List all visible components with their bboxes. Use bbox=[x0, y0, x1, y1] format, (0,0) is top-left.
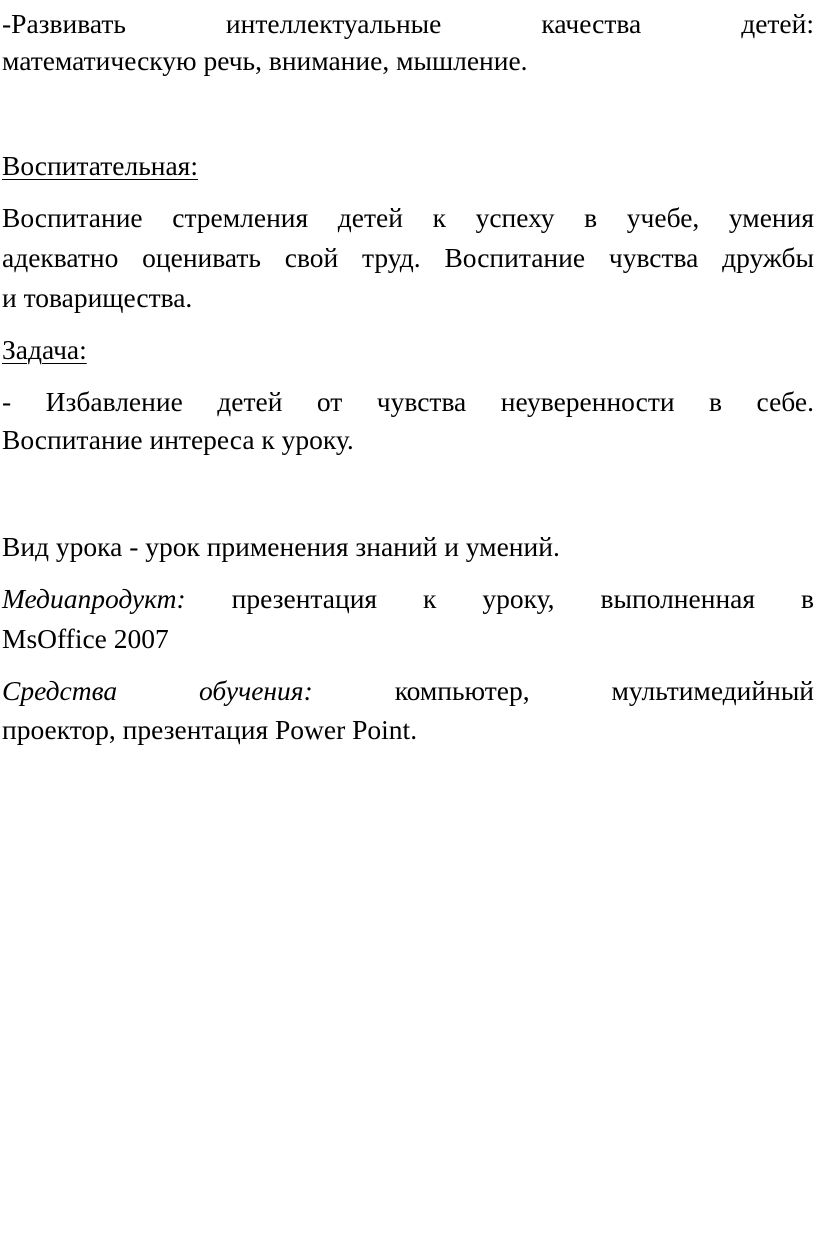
educational-line-2: адекватно оценивать свой труд. Воспитание чувства дружбы bbox=[2, 242, 814, 273]
media-line-1 bbox=[2, 585, 814, 613]
media-line-2: MsOffice 2007 bbox=[2, 623, 169, 654]
tools-description: компьютер, мультимедийный bbox=[312, 675, 815, 706]
tools-line-2: проектор, презентация Power Point. bbox=[2, 714, 418, 745]
tools-line-1 bbox=[2, 677, 814, 705]
goal-line-1: -Развивать интеллектуальные качества детей: bbox=[2, 8, 814, 39]
task-line-2: Воспитание интереса к уроку. bbox=[2, 424, 354, 455]
goal-line-2: математическую речь, внимание, мышление. bbox=[2, 45, 528, 76]
media-description: презентация к уроку, выполненная в bbox=[185, 583, 814, 614]
educational-line-1: Воспитание стремления детей к успеху в учебе, умения bbox=[2, 202, 814, 233]
tools-label: Средства обучения: bbox=[2, 675, 313, 706]
lesson-type: Вид урока - урок применения знаний и умений. bbox=[2, 531, 560, 562]
task-heading: Задача: bbox=[2, 334, 87, 365]
educational-heading: Воспитательная: bbox=[2, 150, 198, 181]
task-line-1: - Избавление детей от чувства неуверенности в себе. bbox=[2, 386, 814, 417]
educational-line-3: и товарищества. bbox=[2, 282, 193, 313]
media-label: Медиапродукт: bbox=[2, 583, 186, 614]
